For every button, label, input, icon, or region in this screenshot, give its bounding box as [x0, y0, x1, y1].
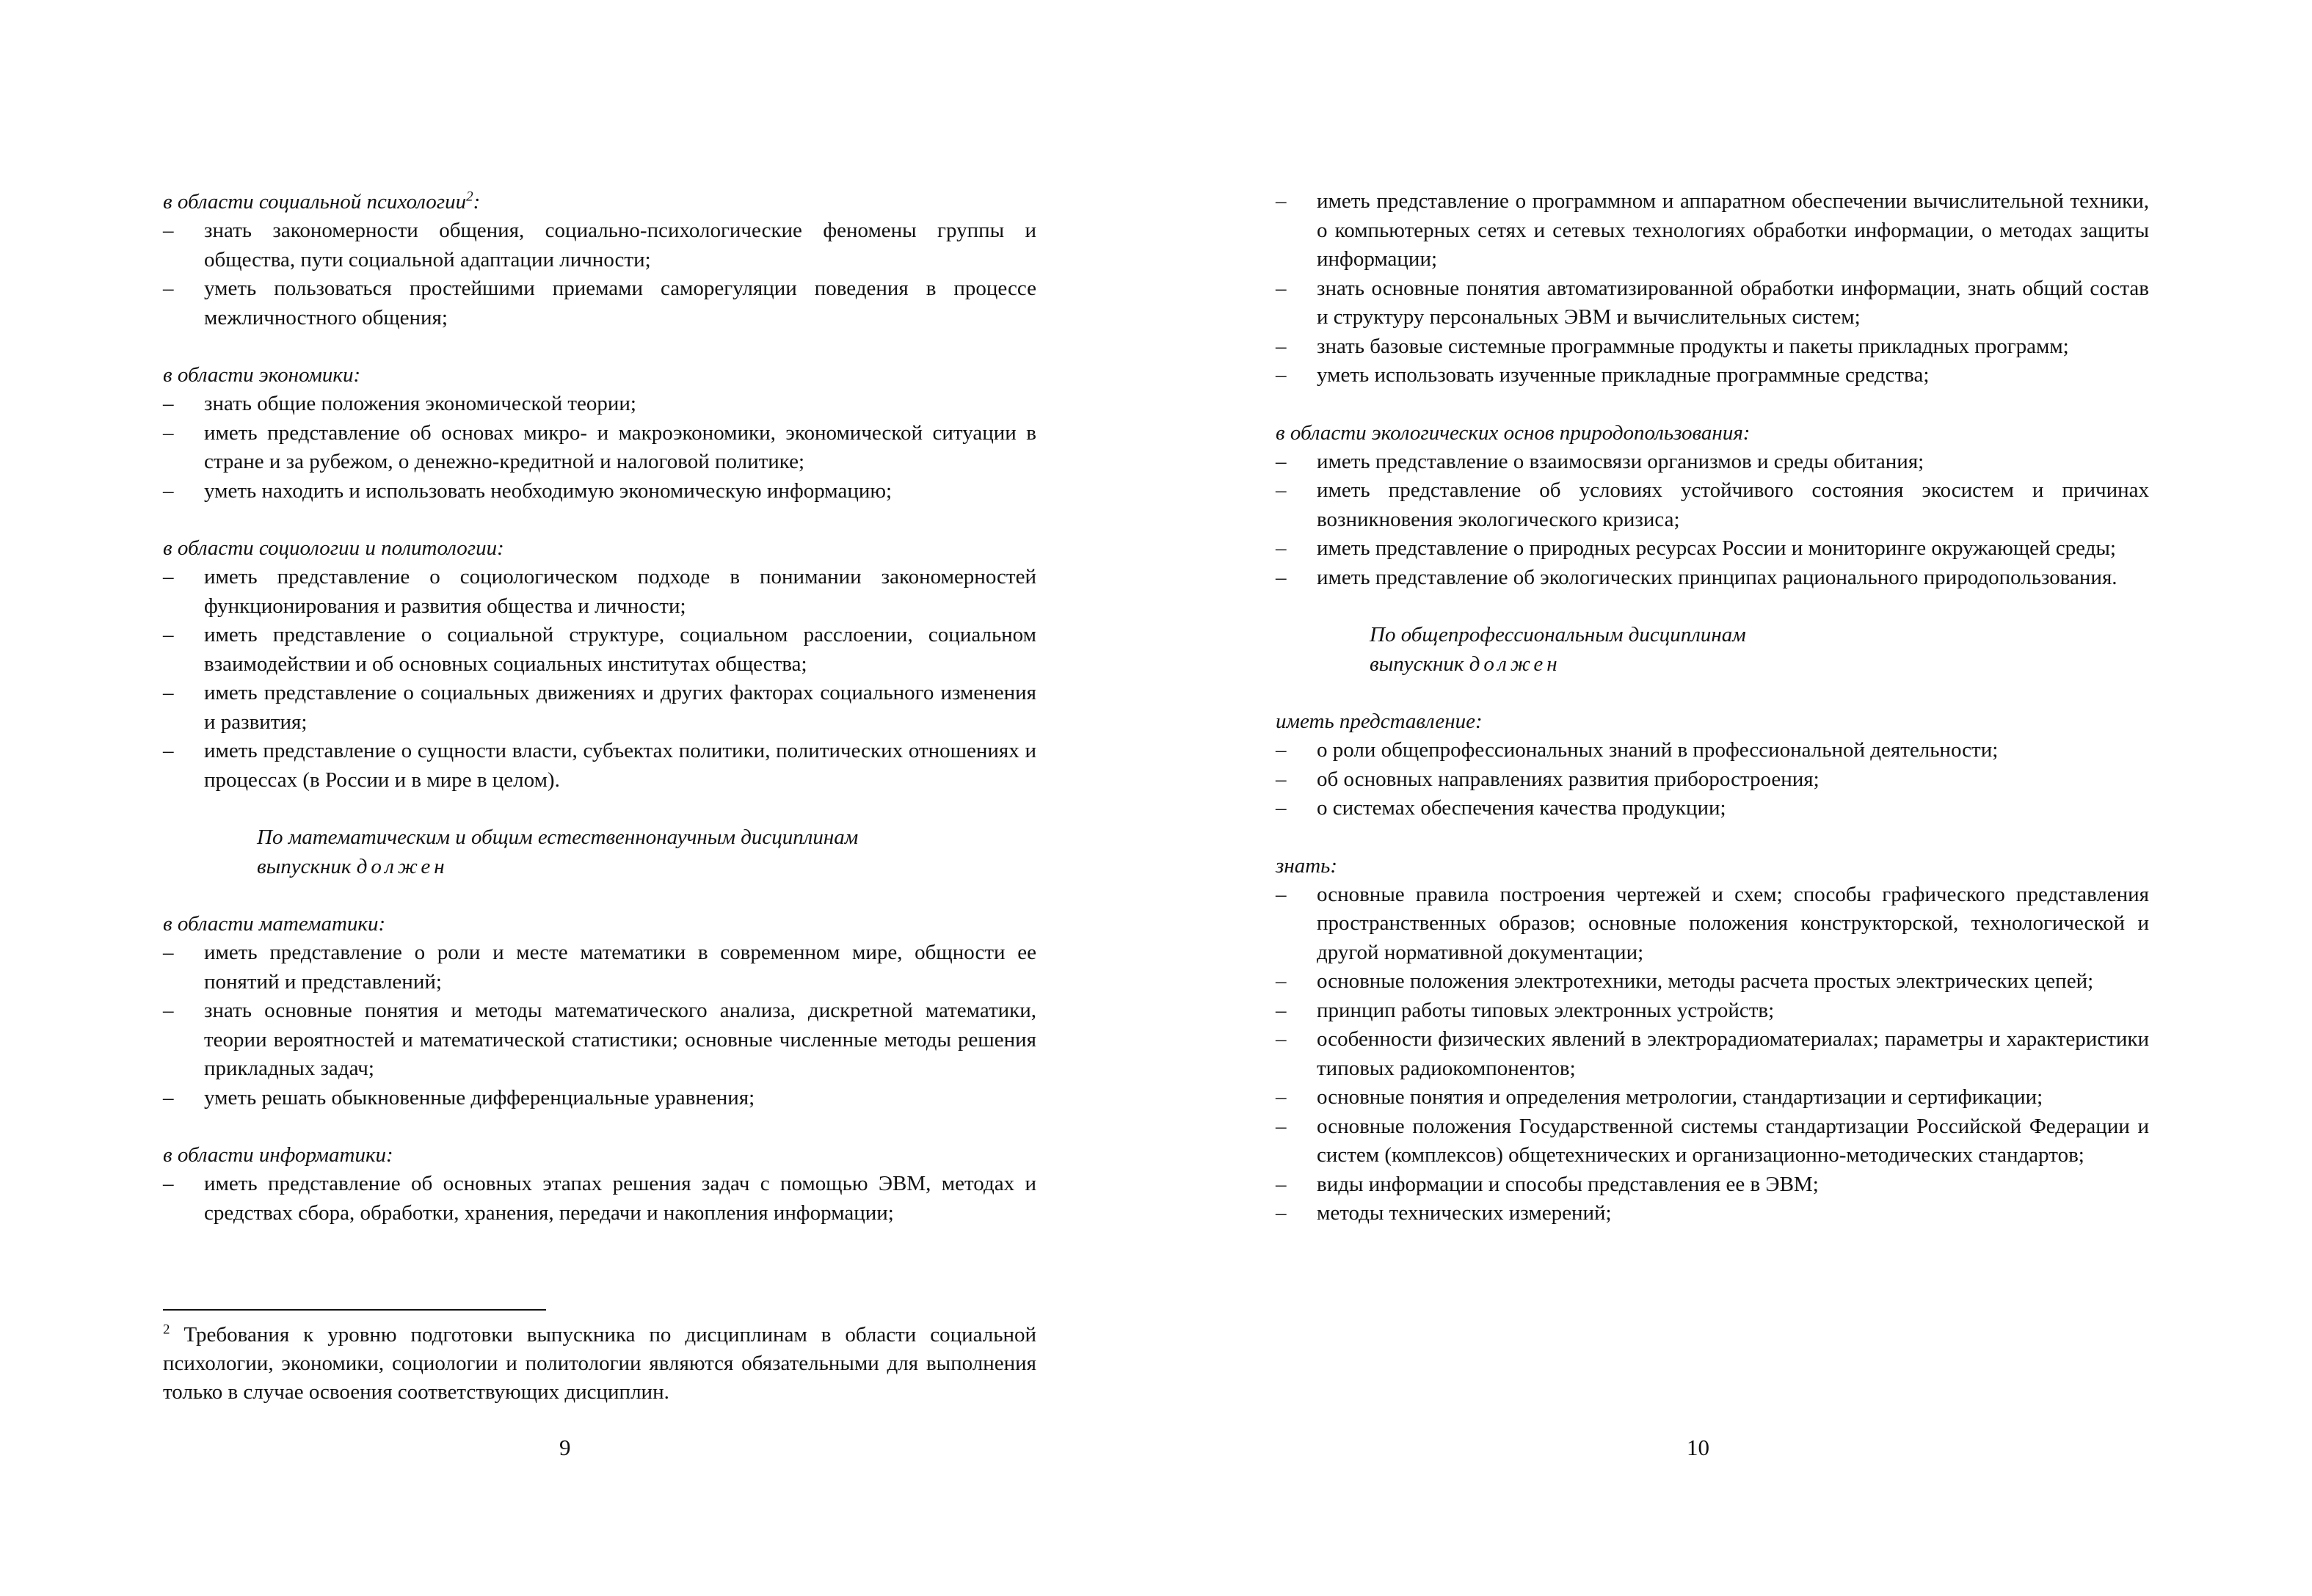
list-item-text: основные положения Государственной системы стандартизации Российской Федерации и систем (комплексов) общетехнических и организационно-методических стандартов;: [1317, 1114, 2149, 1167]
section-heading: в области социальной психологии$^2$:: [163, 189, 481, 214]
bullet-list: [1276, 448, 2149, 593]
dash-bullet: –: [1276, 1201, 1287, 1225]
list-item-text: виды информации и способы представления ее в ЭВМ;: [1317, 1172, 1819, 1196]
list-item: [163, 419, 1036, 477]
list-item-text: уметь находить и использовать необходимую экономическую информацию;: [204, 478, 893, 503]
list-item-text: основные правила построения чертежей и схем; способы графического представления пространственных образов; основные положения конструкторской, технологической и другой нормативной документации;: [1317, 882, 2149, 964]
dash-bullet: –: [1276, 565, 1287, 589]
bullet-list: [1276, 736, 2149, 823]
list-item-text: основные понятия и определения метрологии, стандартизации и сертификации;: [1317, 1085, 2043, 1109]
list-item-text: принцип работы типовых электронных устройств;: [1317, 998, 1775, 1022]
dash-bullet: –: [1276, 1085, 1287, 1109]
dash-bullet: –: [1276, 334, 1287, 358]
list-item: [163, 621, 1036, 679]
dash-bullet: –: [1276, 882, 1287, 906]
dash-bullet: –: [163, 681, 174, 704]
dash-bullet: –: [1276, 1027, 1287, 1051]
list-item: [163, 216, 1036, 274]
dash-bullet: –: [163, 565, 174, 589]
list-item: [163, 274, 1036, 332]
list-item-text: знать основные понятия автоматизированной обработки информации, знать общий состав и структуру персональных ЭВМ и вычислительных систем;: [1317, 276, 2149, 329]
dash-bullet: –: [1276, 969, 1287, 993]
list-item-text: уметь решать обыкновенные дифференциальные уравнения;: [204, 1085, 755, 1109]
section-economics: [163, 360, 1036, 506]
section-have-idea: [1276, 707, 2149, 823]
bullet-list: [163, 216, 1036, 332]
dash-bullet: –: [1276, 796, 1287, 820]
section-heading: в области математики:: [163, 912, 386, 936]
list-item-text: иметь представление об условиях устойчивого состояния экосистем и причинах возникновения экологического кризиса;: [1317, 478, 2149, 531]
footnote: [163, 1321, 1036, 1407]
dash-bullet: –: [163, 999, 174, 1022]
section-heading: в области информатики:: [163, 1143, 393, 1167]
bullet-list: [163, 563, 1036, 795]
section-informatics: [163, 1140, 1036, 1228]
list-item-text: методы технических измерений;: [1317, 1201, 1612, 1225]
list-item-text: знать закономерности общения, социально-психологические феномены группы и общества, пути социальной адаптации личности;: [204, 219, 1036, 272]
section-heading: в области экономики:: [163, 363, 361, 387]
subtitle-line: выпускник должен: [1370, 652, 1561, 676]
list-item: [163, 737, 1036, 795]
footnote-marker: 2: [163, 1322, 170, 1338]
list-item: [163, 477, 1036, 506]
section-sociology: [163, 533, 1036, 795]
list-item: [163, 563, 1036, 621]
list-item: [1276, 794, 2149, 823]
section-informatics-continued: [1276, 187, 2149, 390]
dash-bullet: –: [163, 623, 174, 646]
bullet-list: [163, 939, 1036, 1112]
dash-bullet: –: [1276, 1172, 1287, 1196]
page-number: 9: [559, 1435, 571, 1460]
dash-bullet: –: [1276, 998, 1287, 1022]
list-item: [1276, 996, 2149, 1026]
dash-bullet: –: [163, 277, 174, 300]
list-item: [1276, 1170, 2149, 1200]
list-item-text: об основных направлениях развития приборостроения;: [1317, 767, 1820, 791]
list-item-text: уметь использовать изученные прикладные программные средства;: [1317, 363, 1930, 387]
list-item: [1276, 967, 2149, 996]
dash-bullet: –: [163, 219, 174, 242]
list-item-text: иметь представление о программном и аппаратном обеспечении вычислительной техники, о компьютерных сетях и сетевых технологиях обработки информации, о методах защиты информации;: [1317, 189, 2149, 271]
list-item-text: иметь представление о социологическом подходе в понимании закономерностей функционирования и развития общества и личности;: [204, 565, 1036, 618]
list-item: [1276, 1083, 2149, 1112]
bullet-list: [1276, 881, 2149, 1228]
list-item-text: знать базовые системные программные продукты и пакеты прикладных программ;: [1317, 334, 2069, 358]
list-item: [1276, 332, 2149, 362]
dash-bullet: –: [163, 1085, 174, 1109]
list-item: [1276, 765, 2149, 795]
list-item: [163, 939, 1036, 996]
footnote-divider: [163, 1309, 546, 1311]
list-item: [163, 390, 1036, 419]
dash-bullet: –: [1276, 276, 1287, 300]
list-item-text: иметь представление о природных ресурсах России и мониторинге окружающей среды;: [1317, 536, 2116, 560]
list-item-text: иметь представление о взаимосвязи организмов и среды обитания;: [1317, 449, 1924, 473]
dash-bullet: –: [163, 1172, 174, 1195]
list-item-text: иметь представление о социальной структуре, социальном расслоении, социальном взаимодействии и об основных социальных институтах общества;: [204, 623, 1036, 676]
list-item: [1276, 1199, 2149, 1228]
list-item: [1276, 1112, 2149, 1170]
dash-bullet: –: [1276, 536, 1287, 560]
list-item: [163, 679, 1036, 737]
dash-bullet: –: [1276, 189, 1287, 213]
section-heading: знать:: [1276, 853, 1337, 878]
right-page: [1276, 187, 2149, 1228]
subtitle-line: По математическим и общим естественнонаучным дисциплинам: [257, 826, 859, 849]
dash-bullet: –: [163, 420, 174, 445]
list-item-text: иметь представление о социальных движениях и других факторах социального изменения и развития;: [204, 681, 1036, 734]
dash-bullet: –: [1276, 363, 1287, 387]
list-item-text: знать общие положения экономической теории;: [204, 392, 636, 415]
section-know: [1276, 851, 2149, 1228]
dash-bullet: –: [163, 392, 174, 415]
footnote-text: Требования к уровню подготовки выпускника по дисциплинам в области социальной психологии, экономики, социологии и политологии являются обязательными для выполнения только в случае освоения соответствующих дисциплин.: [163, 1323, 1037, 1404]
list-item-text: иметь представление о сущности власти, субъектах политики, политических отношениях и процессах (в России и в мире в целом).: [204, 739, 1036, 792]
dash-bullet: –: [1276, 738, 1287, 762]
list-item-text: знать основные понятия и методы математического анализа, дискретной математики, теории вероятностей и математической статистики; основные численные методы решения прикладных задач;: [204, 999, 1036, 1080]
bullet-list: [1276, 187, 2149, 390]
list-item: [1276, 187, 2149, 274]
left-page: [163, 187, 1036, 1228]
list-item-text: особенности физических явлений в электрорадиоматериалах; параметры и характеристики типовых радиокомпонентов;: [1317, 1027, 2149, 1080]
subtitle-line: выпускник должен: [257, 855, 448, 878]
list-item: [163, 996, 1036, 1084]
dash-bullet: –: [1276, 1114, 1287, 1138]
list-item: [1276, 1025, 2149, 1083]
list-item-text: иметь представление о роли и месте математики в современном мире, общности ее понятий и представлений;: [204, 941, 1036, 994]
section-heading: в области экологических основ природопользования:: [1276, 420, 1751, 445]
dash-bullet: –: [1276, 478, 1287, 502]
section-heading: иметь представление:: [1276, 710, 1483, 733]
dash-bullet: –: [163, 739, 174, 762]
list-item-text: иметь представление об основах микро- и макроэкономики, экономической ситуации в стране и за рубежом, о денежно-кредитной и налоговой политике;: [204, 420, 1036, 473]
dash-bullet: –: [163, 478, 174, 503]
section-heading: в области социологии и политологии:: [163, 536, 504, 560]
bullet-list: [163, 1170, 1036, 1228]
list-item: [1276, 564, 2149, 593]
list-item-text: иметь представление об экологических принципах рационального природопользования.: [1317, 565, 2117, 589]
list-item-text: иметь представление об основных этапах решения задач с помощью ЭВМ, методах и средствах сбора, обработки, хранения, передачи и накопления информации;: [204, 1172, 1036, 1225]
subtitle-math-natural: [163, 823, 1036, 881]
list-item: [163, 1084, 1036, 1113]
list-item: [1276, 476, 2149, 534]
list-item: [1276, 448, 2149, 477]
list-item: [1276, 361, 2149, 390]
page-number: 10: [1687, 1435, 1709, 1460]
dash-bullet: –: [163, 941, 174, 964]
dash-bullet: –: [1276, 449, 1287, 473]
list-item: [1276, 274, 2149, 332]
section-social-psychology: [163, 187, 1036, 332]
section-ecology: [1276, 418, 2149, 593]
bullet-list: [163, 390, 1036, 506]
section-mathematics: [163, 909, 1036, 1112]
list-item-text: уметь пользоваться простейшими приемами саморегуляции поведения в процессе межличностного общения;: [204, 277, 1036, 329]
list-item: [163, 1170, 1036, 1228]
subtitle-general-professional: [1276, 620, 2149, 679]
list-item: [1276, 534, 2149, 564]
subtitle-line: По общепрофессиональным дисциплинам: [1370, 623, 1746, 646]
dash-bullet: –: [1276, 767, 1287, 791]
list-item-text: о системах обеспечения качества продукции;: [1317, 796, 1726, 820]
list-item-text: основные положения электротехники, методы расчета простых электрических цепей;: [1317, 969, 2094, 993]
list-item-text: о роли общепрофессиональных знаний в профессиональной деятельности;: [1317, 738, 1999, 762]
footnote-reference[interactable]: 2: [466, 189, 473, 205]
list-item: [1276, 736, 2149, 765]
list-item: [1276, 881, 2149, 968]
